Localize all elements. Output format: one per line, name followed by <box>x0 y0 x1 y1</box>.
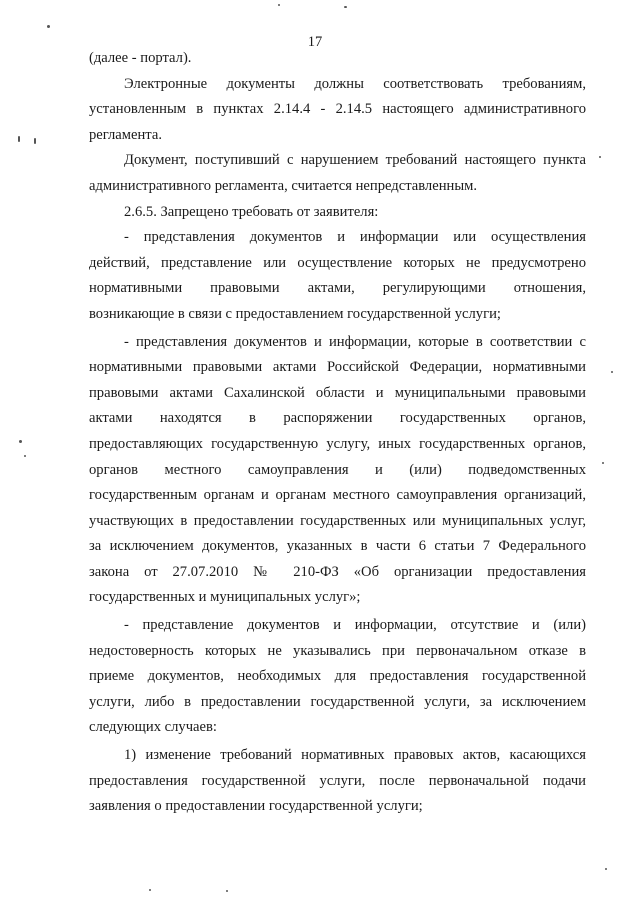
text-line: за исключением документов, указанных в части 6 статьи 7 Федерального <box>89 538 586 555</box>
text-line: закона от 27.07.2010 № 210-ФЗ «Об организации предоставления <box>89 563 586 580</box>
text-line: нормативными правовыми актами Российской Федерации, нормативными <box>89 359 586 376</box>
text-line: государственным органам и органам местного самоуправления организаций, <box>89 487 586 504</box>
text-line: Электронные документы должны соответствовать требованиям, <box>124 75 586 92</box>
list-item-documents-not-indicated <box>89 613 586 741</box>
paragraph-document-violation <box>89 148 586 199</box>
scan-speck <box>24 455 26 457</box>
scan-speck <box>602 462 604 464</box>
scan-speck <box>226 890 228 892</box>
text-line: 1) изменение требований нормативных правовых актов, касающихся <box>124 747 586 764</box>
text-line: участвующих в предоставлении государственных или муниципальных услуг, <box>89 512 586 529</box>
text-line: установленным в пунктах 2.14.4 - 2.14.5 настоящего административного <box>89 101 586 118</box>
text-line: регламента. <box>89 126 162 143</box>
scan-speck <box>599 156 601 158</box>
text-line: - представления документов и информации, которые в соответствии с <box>124 333 586 350</box>
scan-speck <box>34 138 36 144</box>
document-body <box>89 46 586 820</box>
text-line: 2.6.5. Запрещено требовать от заявителя: <box>124 203 379 220</box>
text-line: органов местного самоуправления и (или) подведомственных <box>89 461 586 478</box>
text-line: (далее - портал). <box>89 50 192 66</box>
text-line: актами находятся в распоряжении государственных органов, <box>89 410 586 427</box>
text-line: государственных и муниципальных услуг»; <box>89 589 361 606</box>
text-line: действий, представление или осуществление которых не предусмотрено <box>89 254 586 271</box>
text-line: - представления документов и информации или осуществления <box>124 229 586 246</box>
text-line: услуги, либо в предоставлении государственной услуги, за исключением <box>89 693 586 710</box>
text-line: - представление документов и информации, отсутствие и (или) <box>124 617 586 634</box>
text-line: предоставления государственной услуги, после первоначальной подачи <box>89 772 586 789</box>
text-line: приеме документов, необходимых для предоставления государственной <box>89 668 586 685</box>
scan-speck <box>18 136 20 142</box>
text-line: предоставляющих государственную услугу, иных государственных органов, <box>89 435 586 452</box>
text-line: заявления о предоставлении государственной услуги; <box>89 798 423 815</box>
scan-speck <box>605 868 607 870</box>
text-line: возникающие в связи с предоставлением государственной услуги; <box>89 305 501 322</box>
text-line: недостоверность которых не указывались при первоначальном отказе в <box>89 642 586 659</box>
numbered-item-1 <box>89 743 586 820</box>
text-line: следующих случаев: <box>89 719 217 736</box>
scan-speck <box>344 6 347 8</box>
text-line: нормативными правовыми актами, регулирующими отношения, <box>89 280 586 297</box>
text-line: административного регламента, считается непредставленным. <box>89 177 478 194</box>
scan-speck <box>611 371 613 373</box>
scan-speck <box>19 440 22 443</box>
section-heading-2-6-5 <box>89 200 586 226</box>
paragraph-electronic-documents <box>89 72 586 149</box>
page-number: 17 <box>307 34 323 50</box>
text-line: Документ, поступивший с нарушением требований настоящего пункта <box>124 152 586 169</box>
scan-speck <box>149 889 151 891</box>
list-item-documents-in-possession <box>89 330 586 612</box>
scan-speck <box>47 25 50 28</box>
paragraph-portal-end <box>89 46 586 72</box>
text-line: правовыми актами Сахалинской области и муниципальными правовыми <box>89 384 586 401</box>
list-item-documents-actions <box>89 225 586 327</box>
scan-speck <box>278 4 280 6</box>
